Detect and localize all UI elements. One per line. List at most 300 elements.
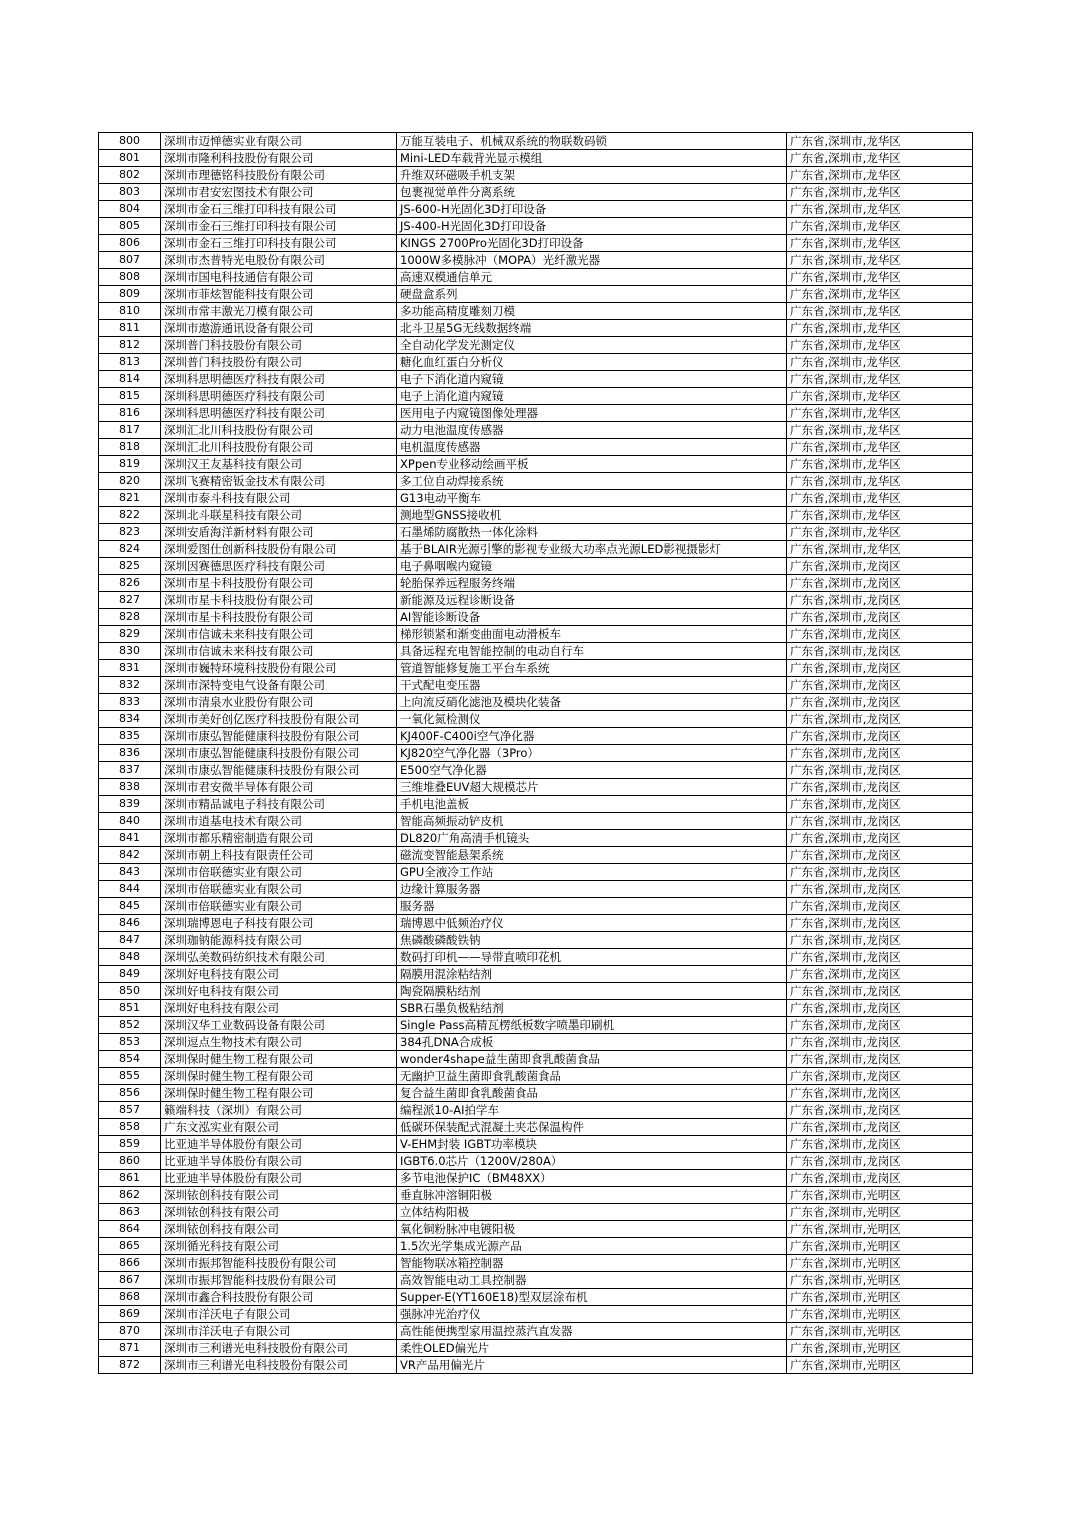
row-number: 841 xyxy=(99,830,161,847)
row-number: 824 xyxy=(99,541,161,558)
row-number: 820 xyxy=(99,473,161,490)
region: 广东省,深圳市,龙岗区 xyxy=(787,1017,973,1034)
region: 广东省,深圳市,龙岗区 xyxy=(787,677,973,694)
row-number: 829 xyxy=(99,626,161,643)
row-number: 849 xyxy=(99,966,161,983)
product-name: 测地型GNSS接收机 xyxy=(397,507,787,524)
region: 广东省,深圳市,龙岗区 xyxy=(787,1136,973,1153)
company-name: 深圳保时健生物工程有限公司 xyxy=(161,1085,397,1102)
company-name: 深圳市倍联德实业有限公司 xyxy=(161,881,397,898)
table-row xyxy=(99,133,973,150)
row-number: 826 xyxy=(99,575,161,592)
company-name: 深圳市国电科技通信有限公司 xyxy=(161,269,397,286)
company-name: 深圳科思明德医疗科技有限公司 xyxy=(161,388,397,405)
region: 广东省,深圳市,龙岗区 xyxy=(787,779,973,796)
table-row xyxy=(99,626,973,643)
row-number: 867 xyxy=(99,1272,161,1289)
region: 广东省,深圳市,龙岗区 xyxy=(787,983,973,1000)
region: 广东省,深圳市,龙华区 xyxy=(787,473,973,490)
company-name: 深圳市金石三维打印科技有限公司 xyxy=(161,218,397,235)
product-list-table-container xyxy=(98,132,972,1374)
table-row xyxy=(99,1102,973,1119)
table-row xyxy=(99,1238,973,1255)
company-name: 深圳市常丰激光刀模有限公司 xyxy=(161,303,397,320)
row-number: 844 xyxy=(99,881,161,898)
table-row xyxy=(99,388,973,405)
product-name: 基于BLAIR光源引擎的影视专业级大功率点光源LED影视摄影灯 xyxy=(397,541,787,558)
row-number: 848 xyxy=(99,949,161,966)
region: 广东省,深圳市,光明区 xyxy=(787,1340,973,1357)
region: 广东省,深圳市,光明区 xyxy=(787,1323,973,1340)
region: 广东省,深圳市,龙岗区 xyxy=(787,898,973,915)
table-row xyxy=(99,847,973,864)
company-name: 深圳市君安微半导体有限公司 xyxy=(161,779,397,796)
row-number: 838 xyxy=(99,779,161,796)
table-row xyxy=(99,592,973,609)
region: 广东省,深圳市,龙岗区 xyxy=(787,1153,973,1170)
region: 广东省,深圳市,龙华区 xyxy=(787,286,973,303)
product-name: 磁流变智能悬架系统 xyxy=(397,847,787,864)
row-number: 845 xyxy=(99,898,161,915)
row-number: 869 xyxy=(99,1306,161,1323)
table-row xyxy=(99,1187,973,1204)
table-row xyxy=(99,932,973,949)
row-number: 868 xyxy=(99,1289,161,1306)
product-name: 无幽护卫益生菌即食乳酸菌食品 xyxy=(397,1068,787,1085)
company-name: 深圳保时健生物工程有限公司 xyxy=(161,1051,397,1068)
product-name: 高性能便携型家用温控蒸汽直发器 xyxy=(397,1323,787,1340)
table-row xyxy=(99,813,973,830)
company-name: 深圳市康弘智能健康科技股份有限公司 xyxy=(161,745,397,762)
table-row xyxy=(99,677,973,694)
table-row xyxy=(99,643,973,660)
company-name: 深圳市迈惮德实业有限公司 xyxy=(161,133,397,150)
product-name: JS-400-H光固化3D打印设备 xyxy=(397,218,787,235)
company-name: 深圳爱图仕创新科技股份有限公司 xyxy=(161,541,397,558)
row-number: 818 xyxy=(99,439,161,456)
product-name: 手机电池盖板 xyxy=(397,796,787,813)
company-name: 深圳普门科技股份有限公司 xyxy=(161,354,397,371)
product-name: 边缘计算服务器 xyxy=(397,881,787,898)
table-row xyxy=(99,1068,973,1085)
region: 广东省,深圳市,龙华区 xyxy=(787,252,973,269)
region: 广东省,深圳市,龙华区 xyxy=(787,524,973,541)
region: 广东省,深圳市,龙华区 xyxy=(787,201,973,218)
table-row xyxy=(99,507,973,524)
company-name: 深圳好电科技有限公司 xyxy=(161,1000,397,1017)
table-row xyxy=(99,473,973,490)
region: 广东省,深圳市,光明区 xyxy=(787,1306,973,1323)
row-number: 862 xyxy=(99,1187,161,1204)
row-number: 853 xyxy=(99,1034,161,1051)
table-row xyxy=(99,269,973,286)
company-name: 深圳保时健生物工程有限公司 xyxy=(161,1068,397,1085)
row-number: 852 xyxy=(99,1017,161,1034)
table-row xyxy=(99,660,973,677)
table-row xyxy=(99,864,973,881)
product-name: 包裹视觉单件分离系统 xyxy=(397,184,787,201)
product-name: 电子上消化道内窥镜 xyxy=(397,388,787,405)
company-name: 比亚迪半导体股份有限公司 xyxy=(161,1153,397,1170)
company-name: 深圳市三利谱光电科技股份有限公司 xyxy=(161,1357,397,1374)
row-number: 863 xyxy=(99,1204,161,1221)
company-name: 深圳汇北川科技股份有限公司 xyxy=(161,439,397,456)
row-number: 819 xyxy=(99,456,161,473)
company-name: 深圳市巍特环境科技股份有限公司 xyxy=(161,660,397,677)
company-name: 深圳市深特变电气设备有限公司 xyxy=(161,677,397,694)
product-name: 强脉冲光治疗仪 xyxy=(397,1306,787,1323)
row-number: 865 xyxy=(99,1238,161,1255)
row-number: 814 xyxy=(99,371,161,388)
region: 广东省,深圳市,龙华区 xyxy=(787,184,973,201)
product-name: 梯形锁紧和渐变曲面电动滑板车 xyxy=(397,626,787,643)
product-name: KJ400F-C400i空气净化器 xyxy=(397,728,787,745)
table-row xyxy=(99,830,973,847)
product-name: 电子鼻咽喉内窥镜 xyxy=(397,558,787,575)
product-name: GPU全液冷工作站 xyxy=(397,864,787,881)
company-name: 深圳市逍基电技术有限公司 xyxy=(161,813,397,830)
table-row xyxy=(99,745,973,762)
region: 广东省,深圳市,光明区 xyxy=(787,1221,973,1238)
table-row xyxy=(99,541,973,558)
table-row xyxy=(99,1136,973,1153)
region: 广东省,深圳市,龙岗区 xyxy=(787,881,973,898)
table-row xyxy=(99,779,973,796)
row-number: 861 xyxy=(99,1170,161,1187)
table-row xyxy=(99,796,973,813)
region: 广东省,深圳市,龙岗区 xyxy=(787,1068,973,1085)
row-number: 866 xyxy=(99,1255,161,1272)
product-name: 数码打印机——导带直喷印花机 xyxy=(397,949,787,966)
region: 广东省,深圳市,龙华区 xyxy=(787,541,973,558)
product-name: 上向流反硝化滤池及模块化装备 xyxy=(397,694,787,711)
table-row xyxy=(99,1306,973,1323)
row-number: 808 xyxy=(99,269,161,286)
region: 广东省,深圳市,龙岗区 xyxy=(787,1102,973,1119)
product-name: E500空气净化器 xyxy=(397,762,787,779)
company-name: 深圳安盾海洋新材料有限公司 xyxy=(161,524,397,541)
company-name: 深圳科思明德医疗科技有限公司 xyxy=(161,405,397,422)
region: 广东省,深圳市,龙岗区 xyxy=(787,660,973,677)
row-number: 833 xyxy=(99,694,161,711)
region: 广东省,深圳市,龙华区 xyxy=(787,303,973,320)
company-name: 深圳因赛德思医疗科技有限公司 xyxy=(161,558,397,575)
region: 广东省,深圳市,龙华区 xyxy=(787,439,973,456)
company-name: 深圳市遨游通讯设备有限公司 xyxy=(161,320,397,337)
row-number: 854 xyxy=(99,1051,161,1068)
table-row xyxy=(99,1221,973,1238)
company-name: 深圳逗点生物技术有限公司 xyxy=(161,1034,397,1051)
row-number: 835 xyxy=(99,728,161,745)
table-row xyxy=(99,1034,973,1051)
row-number: 803 xyxy=(99,184,161,201)
company-name: 深圳市隆利科技股份有限公司 xyxy=(161,150,397,167)
table-row xyxy=(99,881,973,898)
table-row xyxy=(99,1000,973,1017)
region: 广东省,深圳市,龙岗区 xyxy=(787,609,973,626)
company-name: 深圳市三利谱光电科技股份有限公司 xyxy=(161,1340,397,1357)
company-name: 籁端科技（深圳）有限公司 xyxy=(161,1102,397,1119)
row-number: 830 xyxy=(99,643,161,660)
company-name: 深圳市信诚未来科技有限公司 xyxy=(161,626,397,643)
table-row xyxy=(99,439,973,456)
product-name: 陶瓷隔膜粘结剂 xyxy=(397,983,787,1000)
company-name: 深圳市金石三维打印科技有限公司 xyxy=(161,201,397,218)
product-name: JS-600-H光固化3D打印设备 xyxy=(397,201,787,218)
company-name: 深圳瑞博恩电子科技有限公司 xyxy=(161,915,397,932)
row-number: 851 xyxy=(99,1000,161,1017)
product-name: IGBT6.0芯片（1200V/280A） xyxy=(397,1153,787,1170)
product-name: wonder4shape益生菌即食乳酸菌食品 xyxy=(397,1051,787,1068)
row-number: 823 xyxy=(99,524,161,541)
table-row xyxy=(99,235,973,252)
product-name: 北斗卫星5G无线数据终端 xyxy=(397,320,787,337)
region: 广东省,深圳市,龙岗区 xyxy=(787,847,973,864)
region: 广东省,深圳市,龙岗区 xyxy=(787,1085,973,1102)
row-number: 805 xyxy=(99,218,161,235)
region: 广东省,深圳市,龙岗区 xyxy=(787,626,973,643)
product-list-table xyxy=(98,132,973,1374)
row-number: 842 xyxy=(99,847,161,864)
row-number: 837 xyxy=(99,762,161,779)
region: 广东省,深圳市,光明区 xyxy=(787,1357,973,1374)
row-number: 846 xyxy=(99,915,161,932)
region: 广东省,深圳市,龙岗区 xyxy=(787,966,973,983)
company-name: 深圳市康弘智能健康科技股份有限公司 xyxy=(161,762,397,779)
region: 广东省,深圳市,龙华区 xyxy=(787,235,973,252)
table-row xyxy=(99,524,973,541)
row-number: 817 xyxy=(99,422,161,439)
table-row xyxy=(99,1204,973,1221)
region: 广东省,深圳市,龙岗区 xyxy=(787,643,973,660)
table-row xyxy=(99,898,973,915)
product-name: 管道智能修复施工平台车系统 xyxy=(397,660,787,677)
product-name: 立体结构阳极 xyxy=(397,1204,787,1221)
row-number: 812 xyxy=(99,337,161,354)
row-number: 815 xyxy=(99,388,161,405)
company-name: 深圳市星卡科技股份有限公司 xyxy=(161,575,397,592)
row-number: 806 xyxy=(99,235,161,252)
company-name: 深圳飞赛精密钣金技术有限公司 xyxy=(161,473,397,490)
region: 广东省,深圳市,龙华区 xyxy=(787,490,973,507)
table-row xyxy=(99,711,973,728)
product-name: 1.5次光学集成光源产品 xyxy=(397,1238,787,1255)
table-row xyxy=(99,1153,973,1170)
company-name: 深圳北斗联星科技有限公司 xyxy=(161,507,397,524)
row-number: 850 xyxy=(99,983,161,1000)
product-name: 医用电子内窥镜图像处理器 xyxy=(397,405,787,422)
row-number: 871 xyxy=(99,1340,161,1357)
table-row xyxy=(99,762,973,779)
region: 广东省,深圳市,龙岗区 xyxy=(787,745,973,762)
company-name: 深圳弘美数码纺织技术有限公司 xyxy=(161,949,397,966)
region: 广东省,深圳市,龙岗区 xyxy=(787,762,973,779)
region: 广东省,深圳市,龙岗区 xyxy=(787,915,973,932)
product-name: 服务器 xyxy=(397,898,787,915)
product-name: V-EHM封装 IGBT功率模块 xyxy=(397,1136,787,1153)
row-number: 832 xyxy=(99,677,161,694)
product-name: 隔膜用混涂粘结剂 xyxy=(397,966,787,983)
region: 广东省,深圳市,龙华区 xyxy=(787,150,973,167)
company-name: 深圳好电科技有限公司 xyxy=(161,983,397,1000)
product-name: 多节电池保护IC（BM48XX） xyxy=(397,1170,787,1187)
table-row xyxy=(99,150,973,167)
row-number: 831 xyxy=(99,660,161,677)
region: 广东省,深圳市,龙华区 xyxy=(787,422,973,439)
region: 广东省,深圳市,龙岗区 xyxy=(787,694,973,711)
company-name: 深圳好电科技有限公司 xyxy=(161,966,397,983)
table-row xyxy=(99,405,973,422)
row-number: 822 xyxy=(99,507,161,524)
company-name: 深圳市振邦智能科技股份有限公司 xyxy=(161,1272,397,1289)
company-name: 深圳市洋沃电子有限公司 xyxy=(161,1323,397,1340)
region: 广东省,深圳市,光明区 xyxy=(787,1272,973,1289)
company-name: 深圳市康弘智能健康科技股份有限公司 xyxy=(161,728,397,745)
table-row xyxy=(99,983,973,1000)
product-name: 高效智能电动工具控制器 xyxy=(397,1272,787,1289)
table-row xyxy=(99,1289,973,1306)
product-name: AI智能诊断设备 xyxy=(397,609,787,626)
product-name: 高速双模通信单元 xyxy=(397,269,787,286)
table-row xyxy=(99,167,973,184)
row-number: 859 xyxy=(99,1136,161,1153)
product-name: 动力电池温度传感器 xyxy=(397,422,787,439)
region: 广东省,深圳市,光明区 xyxy=(787,1255,973,1272)
product-name: 电机温度传感器 xyxy=(397,439,787,456)
table-row xyxy=(99,915,973,932)
product-name: Supper-E(YT160E18)型双层涂布机 xyxy=(397,1289,787,1306)
product-name: 万能互装电子、机械双系统的物联数码锁 xyxy=(397,133,787,150)
row-number: 870 xyxy=(99,1323,161,1340)
row-number: 807 xyxy=(99,252,161,269)
company-name: 深圳市倍联德实业有限公司 xyxy=(161,864,397,881)
table-row xyxy=(99,286,973,303)
company-name: 深圳市鑫合科技股份有限公司 xyxy=(161,1289,397,1306)
region: 广东省,深圳市,龙岗区 xyxy=(787,711,973,728)
region: 广东省,深圳市,龙岗区 xyxy=(787,592,973,609)
product-name: 三维堆叠EUV超大规模芯片 xyxy=(397,779,787,796)
row-number: 804 xyxy=(99,201,161,218)
company-name: 深圳市都乐精密制造有限公司 xyxy=(161,830,397,847)
table-row xyxy=(99,422,973,439)
company-name: 深圳普门科技股份有限公司 xyxy=(161,337,397,354)
table-row xyxy=(99,1085,973,1102)
table-row xyxy=(99,218,973,235)
product-name: 384孔DNA合成板 xyxy=(397,1034,787,1051)
product-name: XPpen专业移动绘画平板 xyxy=(397,456,787,473)
product-name: 焦磷酸磷酸铁钠 xyxy=(397,932,787,949)
row-number: 856 xyxy=(99,1085,161,1102)
table-row xyxy=(99,1255,973,1272)
row-number: 821 xyxy=(99,490,161,507)
product-name: 氧化铜粉脉冲电镀阳极 xyxy=(397,1221,787,1238)
region: 广东省,深圳市,龙岗区 xyxy=(787,932,973,949)
region: 广东省,深圳市,龙华区 xyxy=(787,320,973,337)
table-row xyxy=(99,558,973,575)
company-name: 深圳铱创科技有限公司 xyxy=(161,1187,397,1204)
company-name: 深圳市美好创亿医疗科技股份有限公司 xyxy=(161,711,397,728)
row-number: 843 xyxy=(99,864,161,881)
region: 广东省,深圳市,光明区 xyxy=(787,1204,973,1221)
company-name: 深圳市振邦智能科技股份有限公司 xyxy=(161,1255,397,1272)
region: 广东省,深圳市,龙岗区 xyxy=(787,728,973,745)
product-name: 编程派10-AI拍学车 xyxy=(397,1102,787,1119)
region: 广东省,深圳市,龙岗区 xyxy=(787,864,973,881)
table-row xyxy=(99,1017,973,1034)
product-name: 垂直脉冲溶铜阳极 xyxy=(397,1187,787,1204)
region: 广东省,深圳市,龙岗区 xyxy=(787,813,973,830)
product-name: 糖化血红蛋白分析仪 xyxy=(397,354,787,371)
product-name: KINGS 2700Pro光固化3D打印设备 xyxy=(397,235,787,252)
product-name: 1000W多模脉冲（MOPA）光纤激光器 xyxy=(397,252,787,269)
company-name: 深圳市星卡科技股份有限公司 xyxy=(161,609,397,626)
company-name: 深圳市菲炫智能科技有限公司 xyxy=(161,286,397,303)
row-number: 825 xyxy=(99,558,161,575)
product-name: G13电动平衡车 xyxy=(397,490,787,507)
region: 广东省,深圳市,龙岗区 xyxy=(787,575,973,592)
table-row xyxy=(99,728,973,745)
company-name: 深圳市泰斗科技有限公司 xyxy=(161,490,397,507)
row-number: 836 xyxy=(99,745,161,762)
region: 广东省,深圳市,龙华区 xyxy=(787,371,973,388)
company-name: 比亚迪半导体股份有限公司 xyxy=(161,1170,397,1187)
product-name: 一氧化氮检测仪 xyxy=(397,711,787,728)
table-row xyxy=(99,252,973,269)
row-number: 827 xyxy=(99,592,161,609)
table-row xyxy=(99,456,973,473)
region: 广东省,深圳市,龙岗区 xyxy=(787,1034,973,1051)
table-row xyxy=(99,949,973,966)
product-name: 全自动化学发光测定仪 xyxy=(397,337,787,354)
company-name: 深圳市理德铭科技股份有限公司 xyxy=(161,167,397,184)
product-name: 石墨烯防腐散热一体化涂料 xyxy=(397,524,787,541)
region: 广东省,深圳市,龙岗区 xyxy=(787,1000,973,1017)
region: 广东省,深圳市,光明区 xyxy=(787,1238,973,1255)
company-name: 深圳市君安宏图技术有限公司 xyxy=(161,184,397,201)
region: 广东省,深圳市,光明区 xyxy=(787,1289,973,1306)
region: 广东省,深圳市,龙华区 xyxy=(787,133,973,150)
row-number: 800 xyxy=(99,133,161,150)
company-name: 深圳汇北川科技股份有限公司 xyxy=(161,422,397,439)
company-name: 深圳铱创科技有限公司 xyxy=(161,1221,397,1238)
company-name: 深圳汉华工业数码设备有限公司 xyxy=(161,1017,397,1034)
product-name: SBR石墨负极粘结剂 xyxy=(397,1000,787,1017)
row-number: 802 xyxy=(99,167,161,184)
table-row xyxy=(99,966,973,983)
product-name: 柔性OLED偏光片 xyxy=(397,1340,787,1357)
row-number: 834 xyxy=(99,711,161,728)
company-name: 深圳市星卡科技股份有限公司 xyxy=(161,592,397,609)
product-name: 多功能高精度雕刻刀模 xyxy=(397,303,787,320)
product-name: 升维双环磁吸手机支架 xyxy=(397,167,787,184)
region: 广东省,深圳市,光明区 xyxy=(787,1187,973,1204)
product-name: KJ820空气净化器（3Pro） xyxy=(397,745,787,762)
region: 广东省,深圳市,龙华区 xyxy=(787,507,973,524)
table-row xyxy=(99,371,973,388)
table-row xyxy=(99,1340,973,1357)
region: 广东省,深圳市,龙岗区 xyxy=(787,1119,973,1136)
product-name: DL820广角高清手机镜头 xyxy=(397,830,787,847)
company-name: 深圳市精品诚电子科技有限公司 xyxy=(161,796,397,813)
region: 广东省,深圳市,龙华区 xyxy=(787,218,973,235)
company-name: 深圳市洋沃电子有限公司 xyxy=(161,1306,397,1323)
table-body xyxy=(99,133,973,1374)
company-name: 深圳珈钠能源科技有限公司 xyxy=(161,932,397,949)
company-name: 深圳市朝上科技有限责任公司 xyxy=(161,847,397,864)
company-name: 比亚迪半导体股份有限公司 xyxy=(161,1136,397,1153)
table-row xyxy=(99,1272,973,1289)
product-name: 干式配电变压器 xyxy=(397,677,787,694)
